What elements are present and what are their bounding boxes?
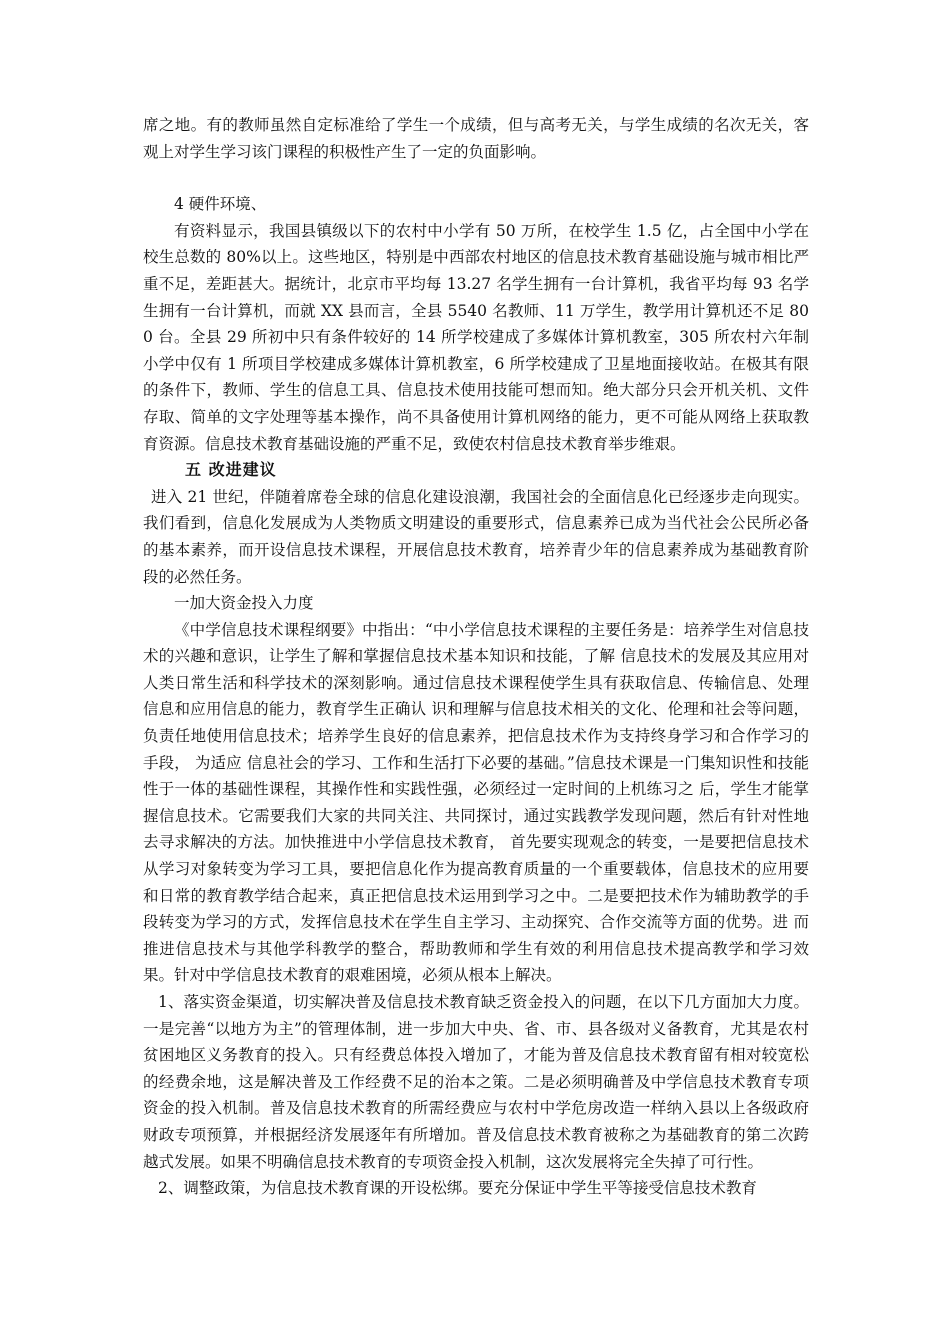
- paragraph-outline-quote: 《中学信息技术课程纲要》中指出：“中小学信息技术课程的主要任务是：培养学生对信息技术的兴趣和意识，让学生了解和掌握信息技术基本知识和技能，了解 信息技术的发展及其应用对人类日常生活和科学技术的深刻影响。通过信息技术课程使学生具有获取信息、传输信息、处理信息和应用信息的能力，教育学生正确认 识和理解与信息技术相关的文化、伦理和社会等问题，负责任地使用信息技术；培养学生良好的信息素养，把信息技术作为支持终身学习和合作学习的手段， 为适应 信息社会的学习、工作和生活打下必要的基础。”信息技术课是一门集知识性和技能性于一体的基础性课程，其操作性和实践性强，必须经过一定时间的上机练习之 后，学生才能掌握信息技术。它需要我们大家的共同关注、共同探讨，通过实践教学发现问题，然后有针对性地去寻求解决的方法。加快推进中小学信息技术教育， 首先要实现观念的转变，一是要把信息技术从学习对象转变为学习工具，要把信息化作为提高教育质量的一个重要载体，信息技术的应用要和日常的教育教学结合起来，真正把信息技术运用到学习之中。二是要把技术作为辅助教学的手段转变为学习的方式，发挥信息技术在学生自主学习、主动探究、合作交流等方面的优势。进 而推进信息技术与其他学科教学的整合，帮助教师和学生有效的利用信息技术提高教学和学习效果。针对中学信息技术教育的艰难困境，必须从根本上解决。: [143, 620, 809, 985]
- paragraph-section5-intro: 进入 21 世纪，伴随着席卷全球的信息化建设浪潮，我国社会的全面信息化已经逐步走向现实。我们看到，信息化发展成为人类物质文明建设的重要形式，信息素养已成为当代社会公民所必备的基本素养，而开设信息技术课程，开展信息技术教育，培养青少年的信息素养成为基础教育阶段的必然任务。: [143, 487, 809, 586]
- paragraph-item-2: 2、调整政策，为信息技术教育课的开设松绑。要充分保证中学生平等接受信息技术教育: [158, 1179, 757, 1198]
- paragraph-gap: [143, 165, 809, 191]
- paragraph-hardware: 有资料显示，我国县镇级以下的农村中小学有 50 万所，在校学生 1.5 亿，占全国中小学在校生总数的 80%以上。这些地区，特别是中西部农村地区的信息技术教育基础设施与城市相比严重不足，差距甚大。据统计，北京市平均每 13.27 名学生拥有一台计算机，我省平均每 93 名学生拥有一台计算机，而就 XX 县而言，全县 5540 名教师、11 万学生，教学用计算机还不足 800 台。全县 29 所初中只有条件较好的 14 所学校建成了多媒体计算机教室，305 所农村六年制小学中仅有 1 所项目学校建成多媒体计算机教室，6 所学校建成了卫星地面接收站。在极其有限的条件下，教师、学生的信息工具、信息技术使用技能可想而知。绝大部分只会开机关机、文件存取、简单的文字处理等基本操作，尚不具备使用计算机网络的能力，更不可能从网络上获取教育资源。信息技术教育基础设施的严重不足，致使农村信息技术教育举步维艰。: [143, 221, 809, 453]
- subsection-title-hardware: 4 硬件环境、: [174, 195, 267, 214]
- section-heading-improvements: 五 改进建议: [185, 460, 277, 480]
- subsection-title-investment: 一加大资金投入力度: [174, 594, 314, 613]
- document-page: [143, 112, 809, 1202]
- paragraph-intro: 席之地。有的教师虽然自定标准给了学生一个成绩，但与高考无关，与学生成绩的名次无关，客观上对学生学习该门课程的积极性产生了一定的负面影响。: [143, 116, 809, 161]
- paragraph-item-1: 1、落实资金渠道，切实解决普及信息技术教育缺乏资金投入的问题，在以下几方面加大力度。一是完善“以地方为主”的管理体制，进一步加大中央、省、市、县各级对义备教育，尤其是农村贫困地区义务教育的投入。只有经费总体投入增加了，才能为普及信息技术教育留有相对较宽松的经费余地，这是解决普及工作经费不足的治本之策。二是必须明确普及中学信息技术教育专项资金的投入机制。普及信息技术教育的所需经费应与农村中学危房改造一样纳入县以上各级政府财政专项预算，并根据经济发展逐年有所增加。普及信息技术教育被称之为基础教育的第二次跨越式发展。如果不明确信息技术教育的专项资金投入机制，这次发展将完全失掉了可行性。: [143, 993, 809, 1171]
